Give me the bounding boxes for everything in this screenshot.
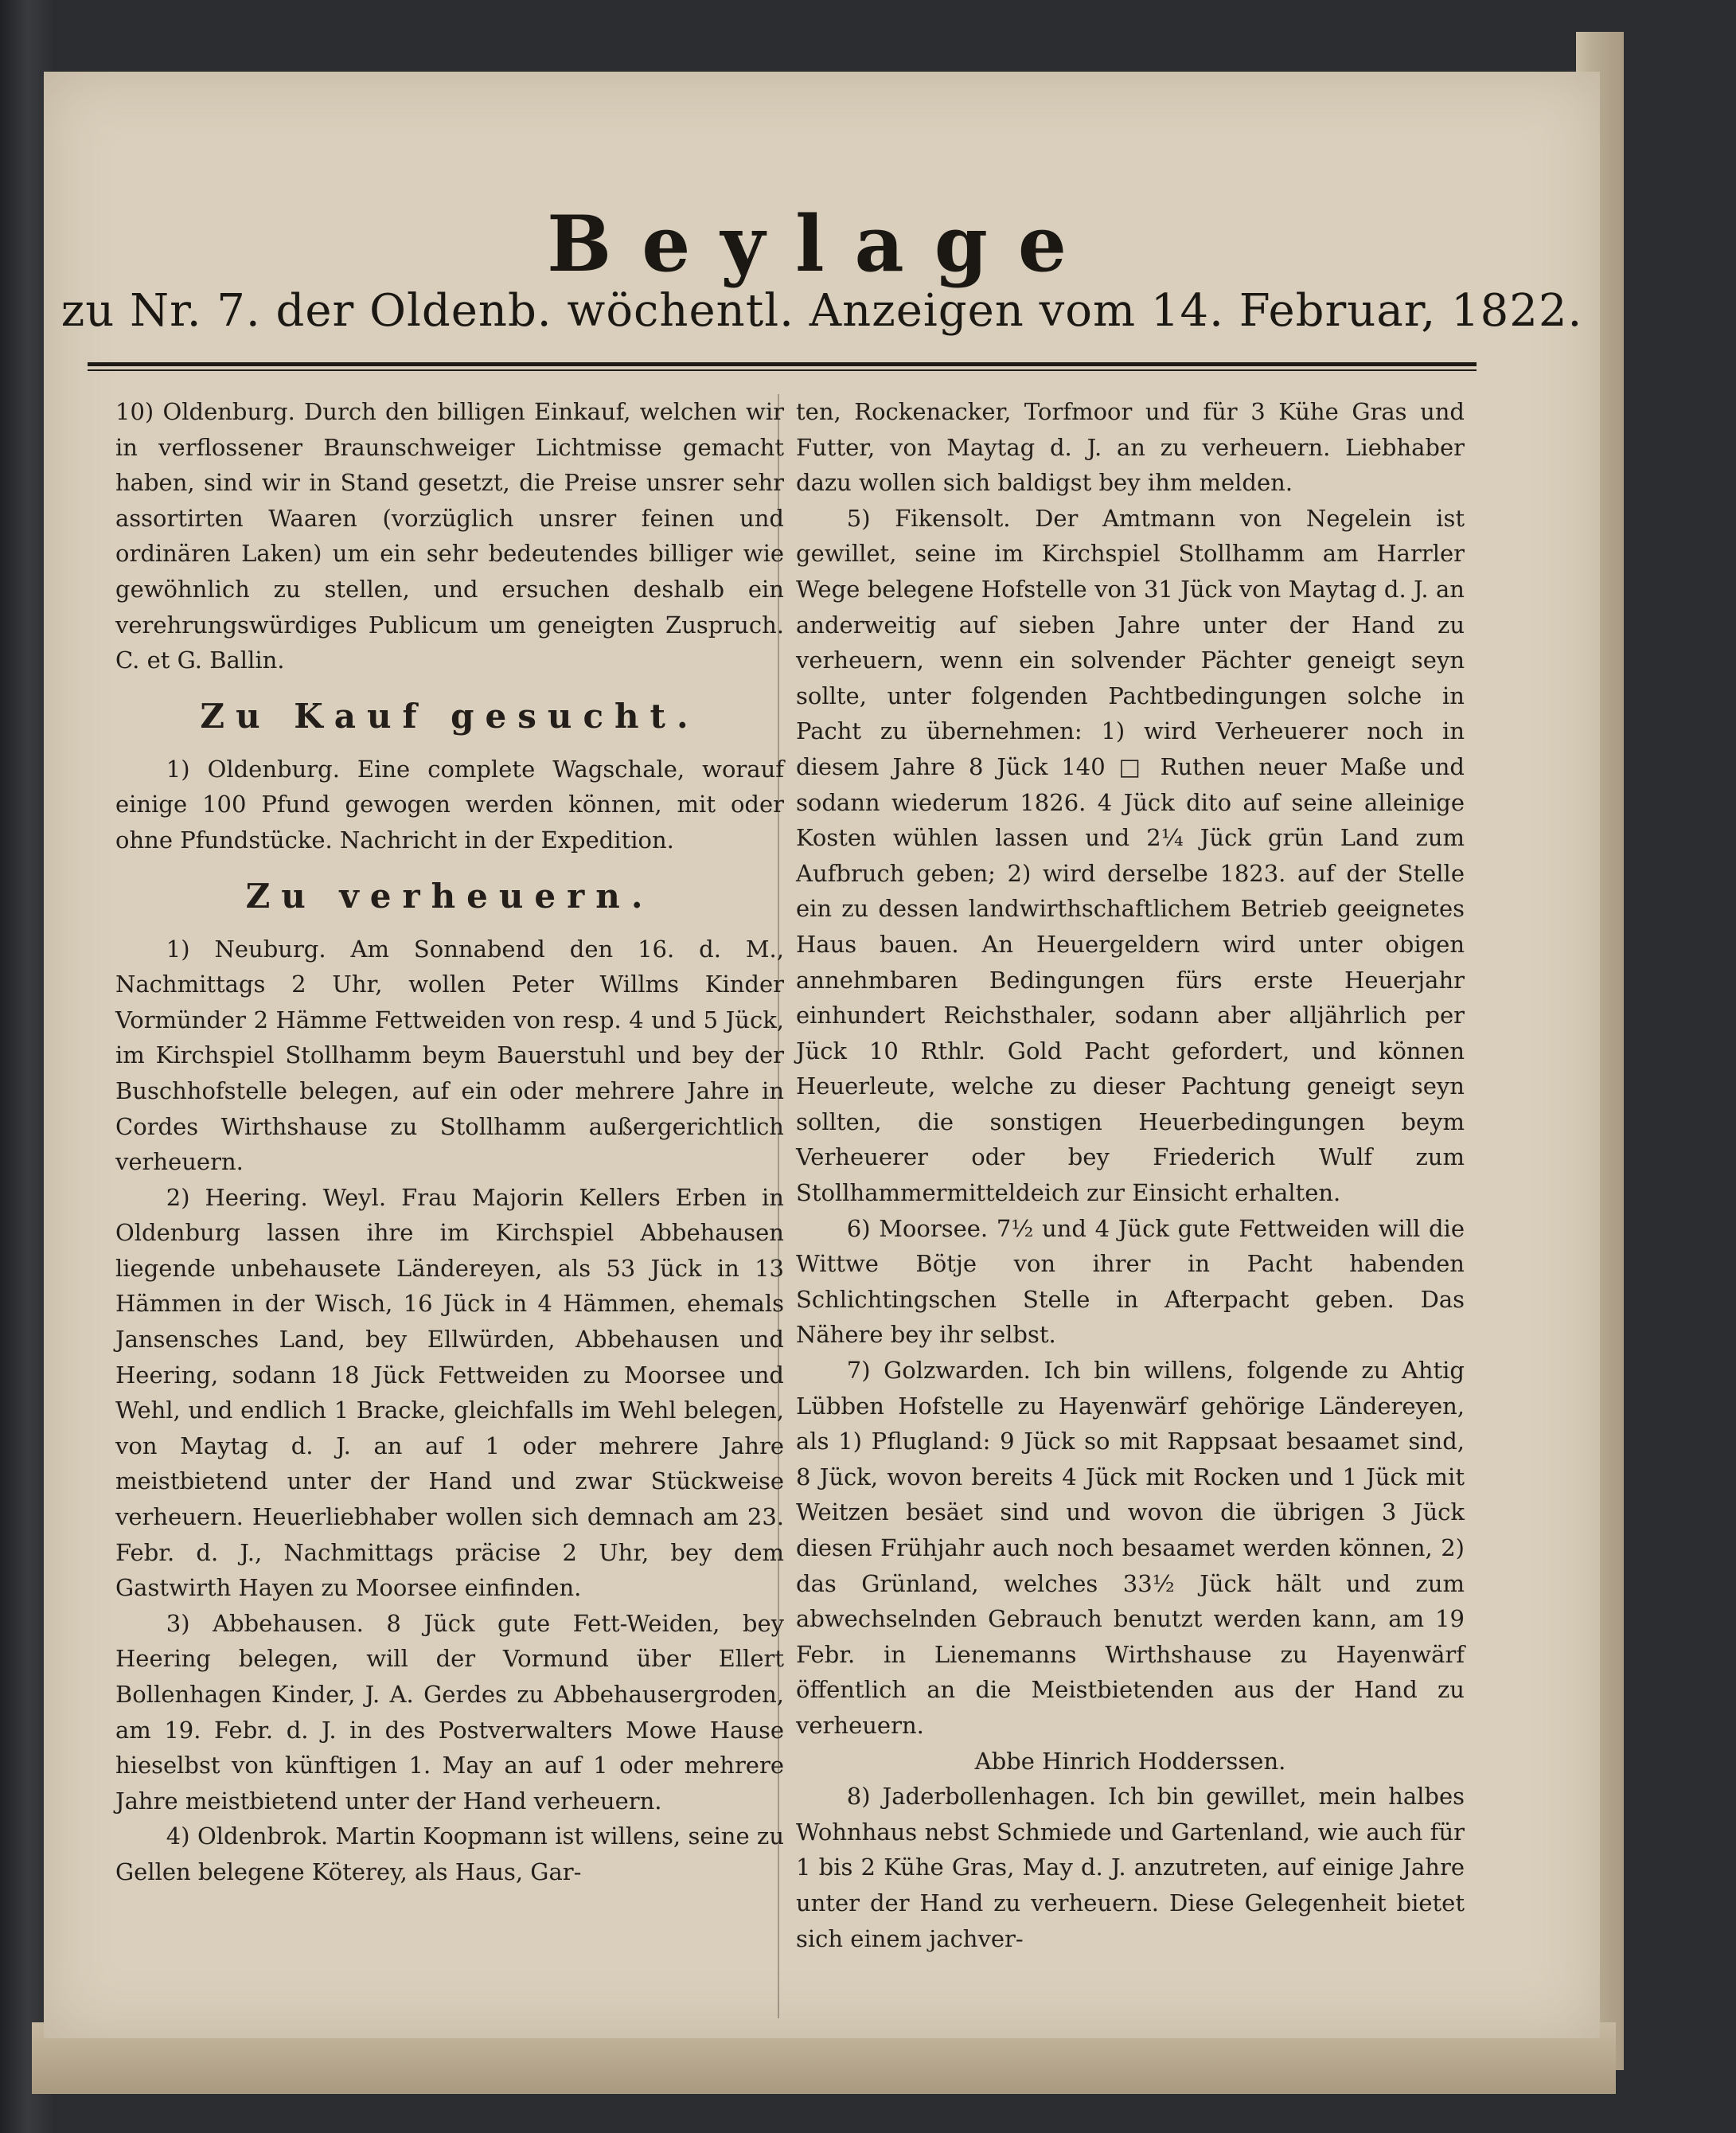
header-rule (88, 362, 1477, 366)
notice-item: 6) Moorsee. 7½ und 4 Jück gute Fettweiden will die Wittwe Bötje von ihrer in Pacht habenden Schlichtingschen Stelle in Afterpacht geben. Das Nähere bey ihr selbst. (796, 1214, 1465, 1349)
notice-item: 5) Fikensolt. Der Amtmann von Negelein ist gewillet, seine im Kirchspiel Stollhamm am Harrler Wege belegene Hofstelle von 31 Jück von Maytag d. J. an anderweitig auf sieben Jahre unter der Hand zu verheuern, wenn ein solvender Pächter geneigt seyn sollte, unter folgenden Pachtbedingungen solche in Pacht zu übernehmen: 1) wird Verheuerer noch in diesem Jahre 8 Jück 140 □ Ruthen neuer Maße und sodann wiederum 1826. 4 Jück dito auf seine alleinige Kosten wühlen lassen und 2¼ Jück grün Land zum Aufbruch geben; 2) wird derselbe 1823. auf der Stelle ein zu dessen landwirthschaftlichem Betrieb geeignetes Haus bauen. An Heuergeldern wird unter obigen annehmbaren Bedingungen fürs erste Heuerjahr einhundert Reichsthaler, sodann aber alljährlich per Jück 10 Rthlr. Gold Pacht gefordert, und können Heuerleute, welche zu dieser Pachtung geneigt seyn sollten, die sonstigen Heuerbedingungen beym Verheuerer oder bey Friederich Wulf zum Stollhammermitteldeich zur Einsicht erhalten. (796, 504, 1465, 1207)
page-subtitle: zu Nr. 7. der Oldenb. wöchentl. Anzeigen vom 14. Februar, 1822. (60, 285, 1583, 337)
notice-item: 10) Oldenburg. Durch den billigen Einkauf, welchen wir in verflossener Braunschweiger Lichtmisse gemacht haben, sind wir in Stand gesetzt, die Preise unsrer sehr assortirten Waaren (vorzüglich unsrer feinen und ordinären Laken) um ein sehr bedeutendes billiger wie gewöhnlich zu stellen, und ersuchen deshalb ein verehrungswürdiges Publicum um geneigten Zuspruch. C. et G. Ballin. (115, 398, 784, 674)
notice-item: 7) Golzwarden. Ich bin willens, folgende zu Ahtig Lübben Hofstelle zu Hayenwärf gehörige Ländereyen, als 1) Pflugland: 9 Jück so mit Rappsaat besaamet sind, 8 Jück, wovon bereits 4 Jück mit Rocken und 1 Jück mit Weitzen besäet sind und wovon die übrigen 3 Jück diesen Frühjahr auch noch besaamet werden können, 2) das Grünland, welches 33½ Jück hält und zum abwechselnden Gebrauch benutzt werden kann, am 19 Febr. in Lienemanns Wirthshause zu Hayenwärf öffentlich an die Meistbietenden aus der Hand zu verheuern. (796, 1357, 1465, 1739)
notice-item: 2) Heering. Weyl. Frau Majorin Kellers Erben in Oldenburg lassen ihre im Kirchspiel Abbehausen liegende unbehausete Ländereyen, als 53 Jück in 13 Hämmen in der Wisch, 16 Jück in 4 Hämmen, ehemals Jansensches Land, bey Ellwürden, Abbehausen und Heering, sodann 18 Jück Fettweiden zu Moorsee und Wehl, und endlich 1 Bracke, gleichfalls im Wehl belegen, von Maytag d. J. an auf 1 oder mehrere Jahre meistbietend unter der Hand und zwar Stückweise verheuern. Heuerliebhaber wollen sich demnach am 23. Febr. d. J., Nachmittags präcise 2 Uhr, bey dem Gastwirth Hayen zu Moorsee einfinden. (115, 1183, 784, 1602)
notice-item: 3) Abbehausen. 8 Jück gute Fett-Weiden, bey Heering belegen, will der Vormund über Ellert Bollenhagen Kinder, J. A. Gerdes zu Abbehausergroden, am 19. Febr. d. J. in des Postverwalters Mowe Hause hieselbst von künftigen 1. May an auf 1 oder mehrere Jahre meistbietend unter der Hand verheuern. (115, 1609, 784, 1815)
section-heading: Zu verheuern. (245, 876, 654, 916)
header-rule-thin (88, 369, 1477, 371)
left-column (115, 394, 784, 1890)
notice-item: 1) Oldenburg. Eine complete Wagschale, worauf einige 100 Pfund gewogen werden können, mit oder ohne Pfundstücke. Nachricht in der Expedition. (115, 755, 784, 854)
newspaper-page (44, 72, 1600, 2038)
notice-item: ten, Rockenacker, Torfmoor und für 3 Kühe Gras und Futter, von Maytag d. J. an zu verheuern. Liebhaber dazu wollen sich baldigst bey ihm melden. (796, 398, 1465, 497)
notice-item: 4) Oldenbrok. Martin Koopmann ist willens, seine zu Gellen belegene Köterey, als Haus, Gar- (115, 1822, 784, 1885)
section-heading: Zu Kauf gesucht. (200, 696, 700, 736)
column-divider (778, 394, 779, 2018)
right-column (796, 394, 1465, 1956)
notice-item: 8) Jaderbollenhagen. Ich bin gewillet, mein halbes Wohnhaus nebst Schmiede und Gartenland, wie auch für 1 bis 2 Kühe Gras, May d. J. anzutreten, auf einige Jahre unter der Hand zu verheuern. Diese Gelegenheit bietet sich einem jachver- (796, 1783, 1465, 1952)
notice-item: 1) Neuburg. Am Sonnabend den 16. d. M., Nachmittags 2 Uhr, wollen Peter Willms Kinder Vormünder 2 Hämme Fettweiden von resp. 4 und 5 Jück, im Kirchspiel Stollhamm beym Bauerstuhl und bey der Buschhofstelle belegen, auf ein oder mehrere Jahre in Cordes Wirthshause zu Stollhamm außergerichtlich verheuern. (115, 935, 784, 1176)
page-title: Beylage (547, 199, 1097, 289)
notice-signature: Abbe Hinrich Hodderssen. (974, 1747, 1286, 1775)
